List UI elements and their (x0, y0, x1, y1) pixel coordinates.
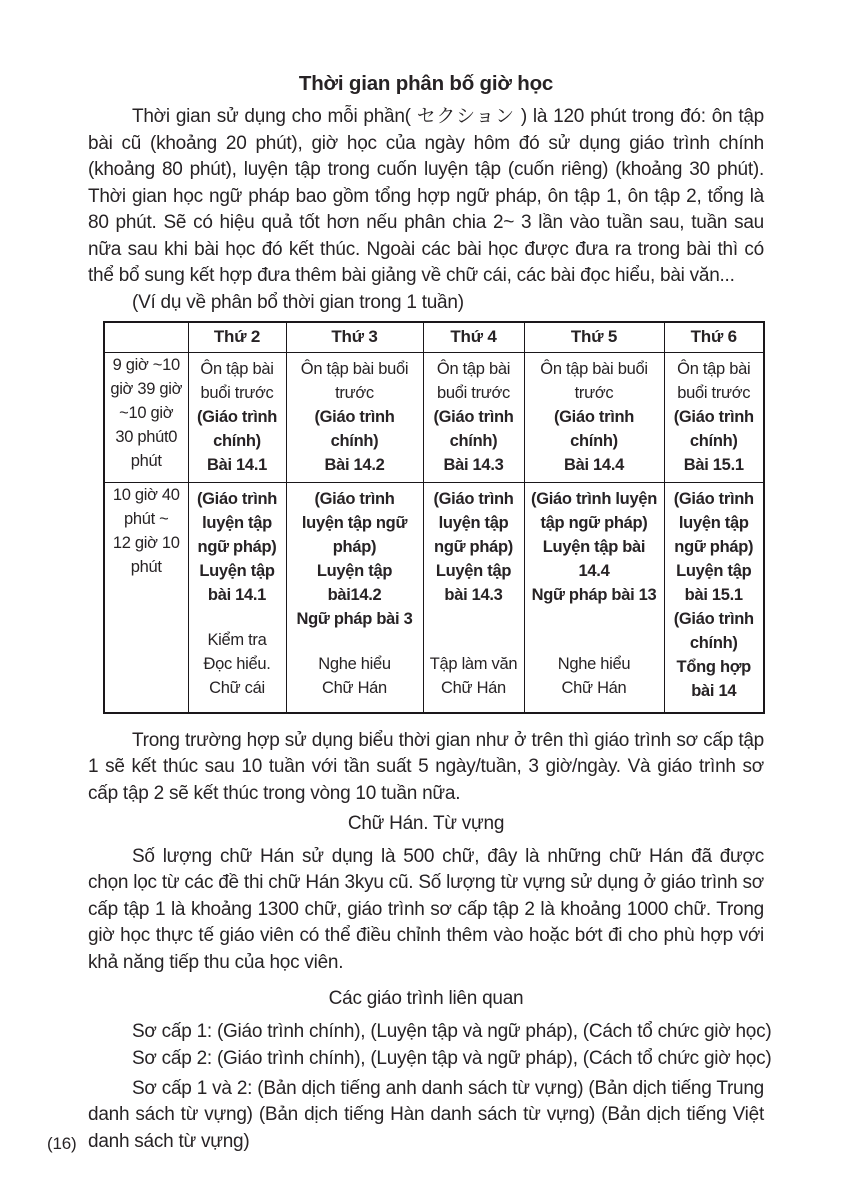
table-caption: (Ví dụ về phân bổ thời gian trong 1 tuần) (132, 291, 464, 313)
schedule-table-head (104, 322, 764, 353)
cell-line: ngữ pháp) (197, 538, 277, 556)
cell-line: bài 15.1 (684, 586, 743, 604)
cell-line: Luyện tập (435, 562, 512, 580)
schedule-cell-content (424, 353, 524, 479)
cell-line: Bài 14.4 (564, 456, 624, 474)
cell-main-block (289, 357, 421, 477)
cell-line: Bài 14.2 (324, 456, 385, 474)
cell-line: Tập làm văn (429, 655, 518, 673)
schedule-cell-content (665, 483, 764, 709)
schedule-cell-r1-c3 (524, 483, 664, 713)
cell-line: 14.4 (578, 562, 610, 580)
section-heading-related-books: Các giáo trình liên quan (328, 988, 524, 1009)
time-line: ~10 giờ (119, 404, 174, 422)
section-heading-kanji-vocabulary: Chữ Hán. Từ vựng (347, 813, 505, 834)
cell-footer-block (527, 652, 662, 700)
schedule-table-body (104, 353, 764, 713)
cell-line: (Giáo trình (673, 610, 754, 628)
cell-line: chính) (689, 634, 738, 652)
cell-line: Bài 15.1 (683, 456, 744, 474)
cell-footer-block (191, 628, 284, 700)
cell-line: Nghe hiểu (318, 655, 391, 673)
schedule-cell-content (189, 483, 286, 709)
cell-line: Ngữ pháp bài 13 (531, 586, 657, 604)
cell-line: chính) (570, 432, 618, 450)
cell-main-block (191, 487, 284, 607)
cell-line: (Giáo trình (314, 490, 395, 508)
cell-line: Ôn tập bài (200, 360, 274, 378)
cell-line: (Giáo trình (433, 408, 514, 426)
table-header-day-3: Thứ 4 (423, 322, 524, 353)
cell-footer-block (426, 652, 522, 700)
schedule-cell-r1-c0 (188, 483, 286, 713)
cell-line: Ngữ pháp bài 3 (296, 610, 413, 628)
schedule-cell-r0-c2 (423, 353, 524, 483)
schedule-cell-r0-c4 (664, 353, 764, 483)
table-header-row (104, 322, 764, 353)
cell-main-block (527, 357, 662, 477)
line-so-cap-1: Sơ cấp 1: (Giáo trình chính), (Luyện tập và ngữ pháp), (Cách tổ chức giờ học) (132, 1020, 772, 1042)
schedule-cell-content (525, 483, 664, 709)
time-slot-cell (104, 483, 188, 713)
cell-line: Luyện tập bài (542, 538, 646, 556)
cell-line: Kiểm tra (207, 631, 267, 649)
cell-line: Ôn tập bài (677, 360, 751, 378)
schedule-cell-content (665, 353, 764, 479)
cell-line: Luyện tập (316, 562, 393, 580)
cell-line: Chữ Hán (561, 679, 627, 697)
cell-line: luyện tập ngữ (301, 514, 408, 532)
cell-main-block (191, 357, 284, 477)
cell-footer-block (667, 655, 762, 703)
schedule-cell-r1-c4 (664, 483, 764, 713)
cell-line: (Giáo trình (553, 408, 635, 426)
cell-line: Luyện tập (199, 562, 275, 580)
cell-line: (Giáo trình luyện (531, 490, 657, 508)
time-line: phút (130, 558, 162, 576)
cell-line: chính) (449, 432, 498, 450)
cell-line: (Giáo trình (196, 490, 278, 508)
schedule-cell-content (189, 353, 286, 479)
cell-line: pháp) (332, 538, 377, 556)
cell-line: tập ngữ pháp) (540, 514, 648, 532)
cell-line: Luyện tập (676, 562, 752, 580)
cell-line: buổi trước (677, 384, 751, 402)
table-header-day-1: Thứ 2 (188, 322, 286, 353)
cell-line: trước (335, 384, 374, 402)
cell-line: bài 14.3 (444, 586, 503, 604)
cell-main-block (289, 487, 421, 631)
schedule-table (103, 321, 765, 714)
table-header-day-5: Thứ 6 (664, 322, 764, 353)
schedule-cell-content (287, 483, 423, 709)
cell-line: bài 14.1 (207, 586, 267, 604)
cell-line: luyện tập (202, 514, 272, 532)
cell-line: (Giáo trình (673, 408, 754, 426)
cell-line: Ôn tập bài (436, 360, 511, 378)
cell-line: bài14.2 (327, 586, 382, 604)
paragraph-schedule-usage: Trong trường hợp sử dụng biểu thời gian như ở trên thì giáo trình sơ cấp tập 1 sẽ kết thúc sau 10 tuần với tần suất 5 ngày/tuần, 3 giờ/ngày. Và giáo trình sơ cấp tập 2 sẽ kết thúc trong vòng 10 tuần nữa. (88, 729, 764, 804)
cell-line: luyện tập (438, 514, 509, 532)
cell-main-block (667, 357, 762, 477)
table-header-time (104, 322, 188, 353)
paragraph-kanji-vocabulary: Số lượng chữ Hán sử dụng là 500 chữ, đây là những chữ Hán đã được chọn lọc từ các đề thi chữ Hán 3kyu cũ. Số lượng từ vựng sử dụng ở giáo trình sơ cấp tập 1 là khoảng 1300 chữ, giáo trình sơ cấp tập 2 là khoảng 1000 chữ. Trong giờ học thực tế giáo viên có thể điều chỉnh thêm vào hoặc bớt đi cho phù hợp với khả năng tiếp thu của học viên. (88, 845, 764, 973)
cell-line: (Giáo trình (196, 408, 278, 426)
cell-line: (Giáo trình (314, 408, 395, 426)
cell-line: ngữ pháp) (434, 538, 513, 556)
table-header-day-2: Thứ 3 (286, 322, 423, 353)
cell-line: (Giáo trình (673, 490, 754, 508)
cell-line: chính) (689, 432, 738, 450)
schedule-cell-r0-c0 (188, 353, 286, 483)
cell-line: Chữ Hán (322, 679, 387, 697)
paragraph-time-allocation: Thời gian sử dụng cho mỗi phần( セクション ) là 120 phút trong đó: ôn tập bài cũ (khoảng 20 phút), giờ học của ngày hôm đó sử dụng giáo trình chính (khoảng 80 phút), luyện tập trong cuốn luyện tập (cuốn riêng) (khoảng 30 phút). Thời gian học ngữ pháp bao gồm tổng hợp ngữ pháp, ôn tập 1, ôn tập 2, tổng là 80 phút. Sẽ có hiệu quả tốt hơn nếu phân chia 2~ 3 lần vào tuần sau, tuần sau nữa sau khi bài học đó kết thúc. Ngoài các bài học được đưa ra trong bài thì có thể bổ sung kết hợp đưa thêm bài giảng về chữ cái, các bài đọc hiểu, bài văn... (88, 106, 764, 286)
cell-line: (Giáo trình (433, 490, 514, 508)
table-row-0 (104, 353, 764, 483)
time-slot-cell (104, 353, 188, 483)
schedule-cell-content (424, 483, 524, 709)
time-line: phút (130, 452, 162, 470)
schedule-cell-r0-c3 (524, 353, 664, 483)
time-line: 10 giờ 40 (112, 486, 180, 504)
cell-main-block (527, 487, 662, 607)
cell-line: Ôn tập bài buổi (540, 360, 648, 378)
cell-line: Chữ cái (209, 679, 265, 697)
cell-line: luyện tập (678, 514, 749, 532)
paragraph-translation-lists: Sơ cấp 1 và 2: (Bản dịch tiếng anh danh sách từ vựng) (Bản dịch tiếng Trung danh sách từ vựng) (Bản dịch tiếng Hàn danh sách từ vựng) (Bản dịch tiếng Việt danh sách từ vựng) (88, 1077, 764, 1152)
page-number: (16) (47, 1134, 77, 1153)
schedule-cell-content (287, 353, 423, 479)
schedule-cell-content (525, 353, 664, 479)
time-line: phút ~ (123, 510, 169, 528)
schedule-cell-r0-c1 (286, 353, 423, 483)
cell-line: Bài 14.1 (207, 456, 267, 474)
cell-line: ngữ pháp) (674, 538, 754, 556)
cell-line: Bài 14.3 (443, 456, 504, 474)
cell-line: buổi trước (437, 384, 510, 402)
cell-main-block (426, 487, 522, 607)
cell-line: Nghe hiểu (557, 655, 631, 673)
time-line: 30 phút0 (115, 428, 178, 446)
time-line: 12 giờ 10 (112, 534, 180, 552)
time-line: 9 giờ ~10 (112, 356, 180, 374)
schedule-cell-r1-c2 (423, 483, 524, 713)
page-title: Thời gian phân bố giờ học (298, 72, 554, 95)
cell-line: chính) (330, 432, 379, 450)
table-header-day-4: Thứ 5 (524, 322, 664, 353)
cell-line: bài 14 (691, 682, 737, 700)
cell-footer-block (289, 652, 421, 700)
cell-line: Chữ Hán (441, 679, 506, 697)
cell-line: Đọc hiểu. (203, 655, 271, 673)
table-row-1 (104, 483, 764, 713)
time-line: giờ 39 giờ (110, 380, 183, 398)
cell-line: buổi trước (200, 384, 274, 402)
cell-main-block (667, 487, 762, 655)
cell-line: Tổng hợp (676, 658, 751, 676)
line-so-cap-2: Sơ cấp 2: (Giáo trình chính), (Luyện tập và ngữ pháp), (Cách tổ chức giờ học) (132, 1048, 772, 1069)
cell-line: chính) (213, 432, 261, 450)
cell-line: trước (574, 384, 614, 402)
schedule-cell-r1-c1 (286, 483, 423, 713)
cell-main-block (426, 357, 522, 477)
cell-line: Ôn tập bài buổi (300, 360, 409, 378)
